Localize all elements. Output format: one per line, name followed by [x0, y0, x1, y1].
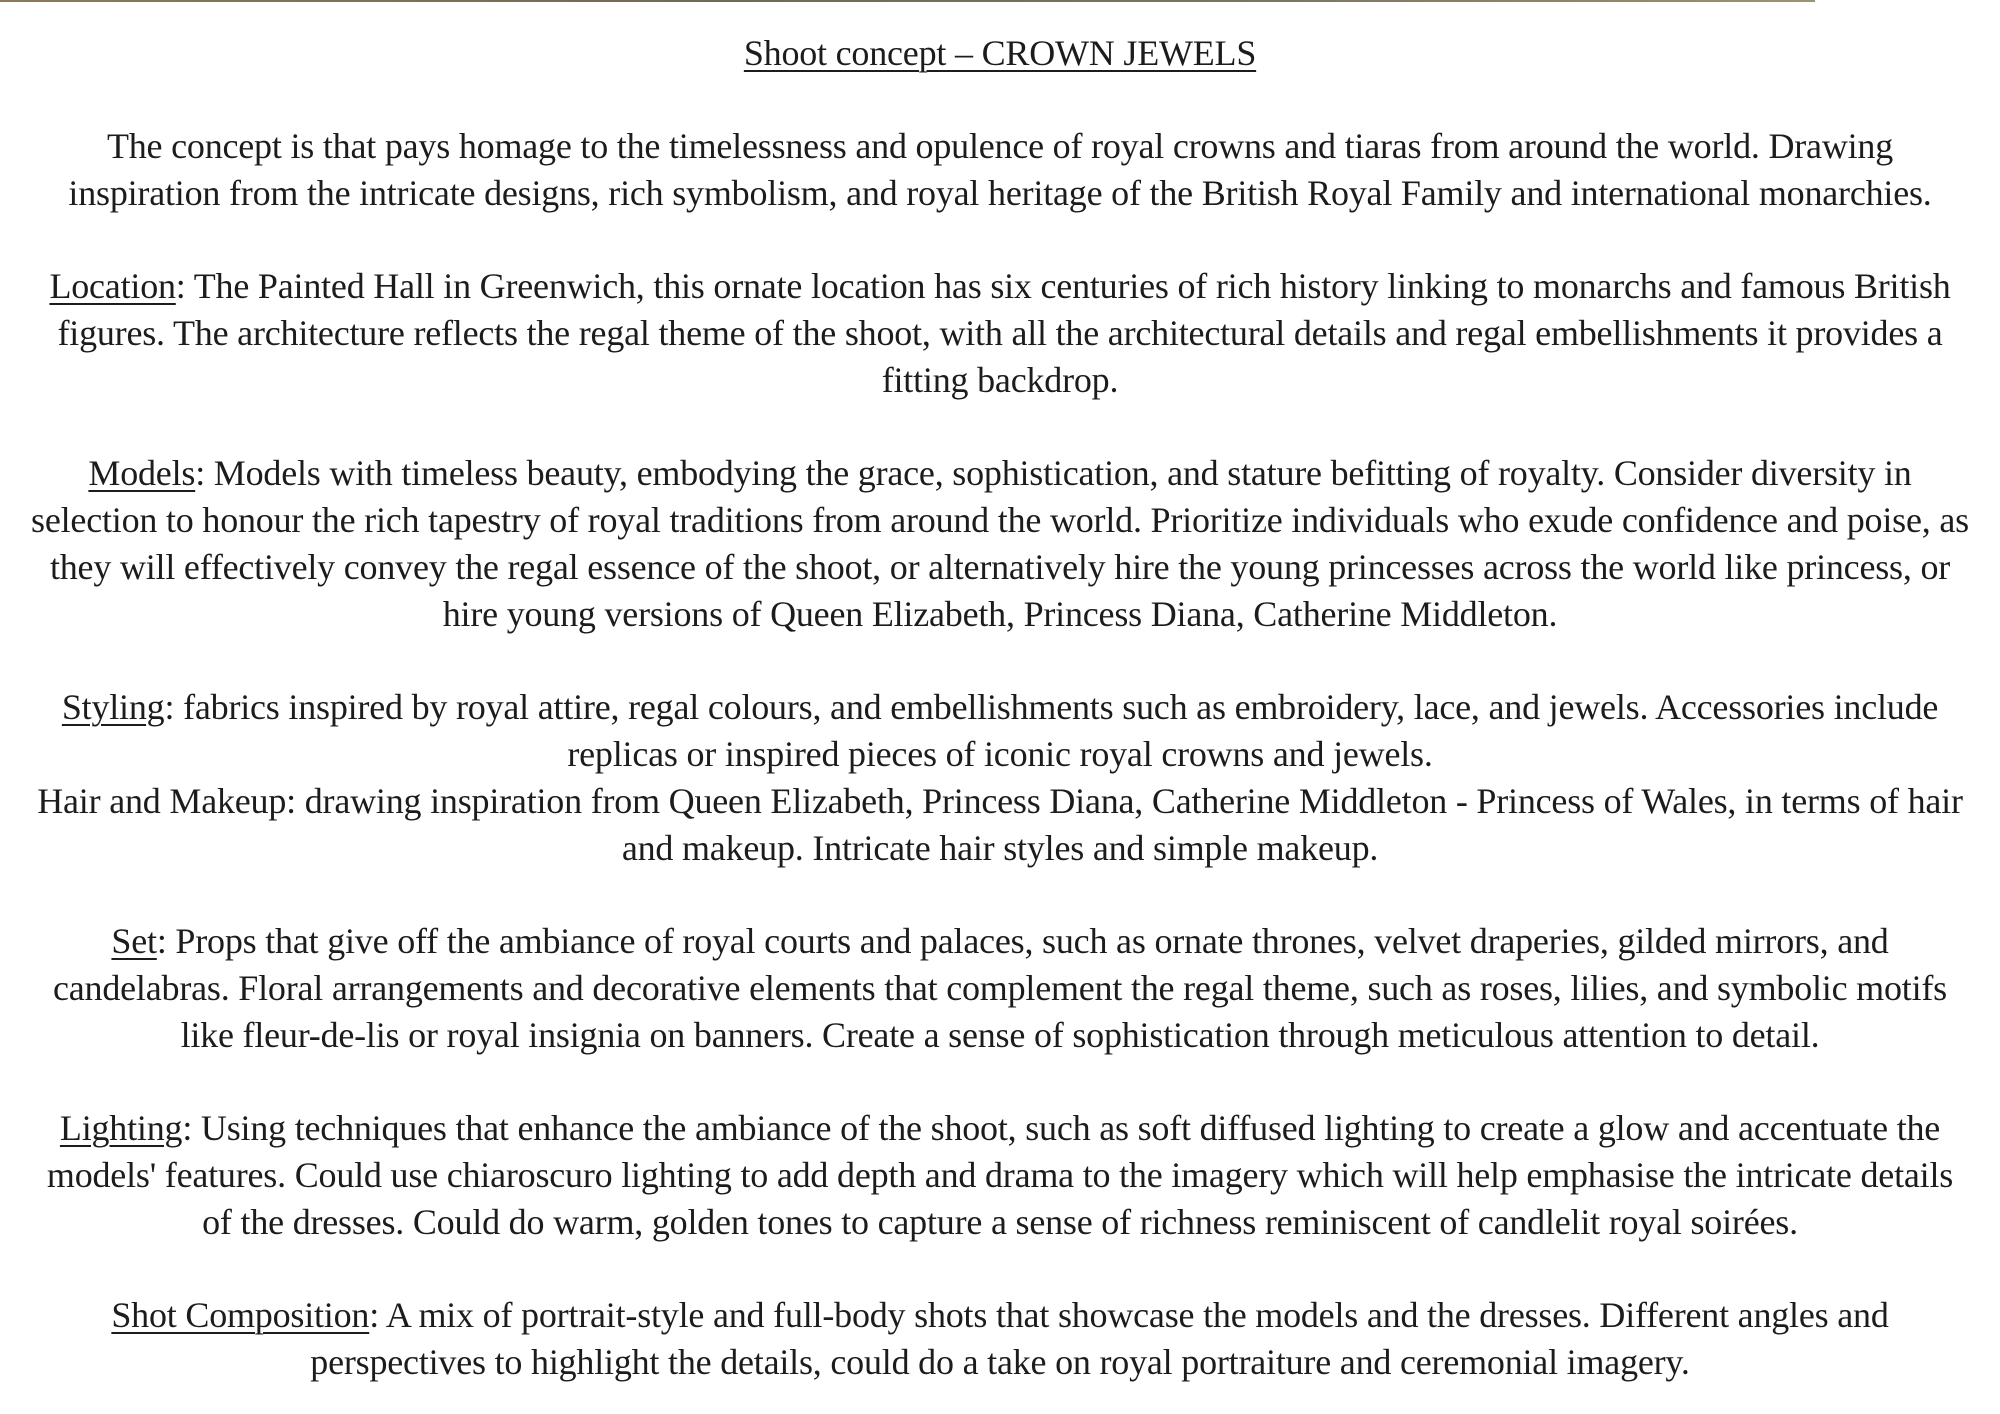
lighting-section	[30, 1105, 1970, 1246]
location-label: Location	[49, 266, 176, 306]
hair-makeup-section: Hair and Makeup: drawing inspiration from Queen Elizabeth, Princess Diana, Catherine Middleton - Princess of Wales, in terms of hair and makeup. Intricate hair styles and simple makeup.	[37, 781, 1963, 868]
models-label: Models	[88, 453, 196, 493]
title-text: Shoot concept – CROWN JEWELS	[743, 33, 1257, 73]
styling-label: Styling	[61, 687, 165, 727]
styling-section	[30, 684, 1970, 778]
set-text: : Props that give off the ambiance of royal courts and palaces, such as ornate thrones, velvet draperies, gilded mirrors, and candelabras. Floral arrangements and decorative elements that complement the regal theme, such as roses, lilies, and symbolic motifs like fleur-de-lis or royal insignia on banners. Create a sense of sophistication through meticulous attention to detail.	[53, 921, 1947, 1055]
document-body	[30, 30, 1970, 1386]
lighting-label: Lighting	[59, 1108, 183, 1148]
set-label: Set	[111, 921, 157, 961]
intro-paragraph: The concept is that pays homage to the timelessness and opulence of royal crowns and tiaras from around the world. Drawing inspiration from the intricate designs, rich symbolism, and royal heritage of the British Royal Family and international monarchies.	[68, 126, 1932, 213]
location-section	[30, 263, 1970, 404]
models-section	[30, 450, 1970, 638]
shot-composition-section	[30, 1292, 1970, 1386]
top-divider	[0, 0, 1815, 2]
shot-composition-label: Shot Composition	[111, 1295, 370, 1335]
shot-composition-text: : A mix of portrait-style and full-body shots that showcase the models and the dresses. Different angles and perspectives to highlight the details, could do a take on royal portraiture and ceremonial imagery.	[310, 1295, 1889, 1382]
set-section	[30, 918, 1970, 1059]
location-text: : The Painted Hall in Greenwich, this ornate location has six centuries of rich history linking to monarchs and famous British figures. The architecture reflects the regal theme of the shoot, with all the architectural details and regal embellishments it provides a fitting backdrop.	[57, 266, 1951, 400]
models-text: : Models with timeless beauty, embodying the grace, sophistication, and stature befitting of royalty. Consider diversity in selection to honour the rich tapestry of royal traditions from around the world. Prioritize individuals who exude confidence and poise, as they will effectively convey the regal essence of the shoot, or alternatively hire the young princesses across the world like princess, or hire young versions of Queen Elizabeth, Princess Diana, Catherine Middleton.	[31, 453, 1969, 634]
styling-text: : fabrics inspired by royal attire, regal colours, and embellishments such as embroidery, lace, and jewels. Accessories include replicas or inspired pieces of iconic royal crowns and jewels.	[164, 687, 1939, 774]
lighting-text: : Using techniques that enhance the ambiance of the shoot, such as soft diffused lighting to create a glow and accentuate the models' features. Could use chiaroscuro lighting to add depth and drama to the imagery which will help emphasise the intricate details of the dresses. Could do warm, golden tones to capture a sense of richness reminiscent of candlelit royal soirées.	[46, 1108, 1954, 1242]
page-title	[30, 30, 1970, 77]
